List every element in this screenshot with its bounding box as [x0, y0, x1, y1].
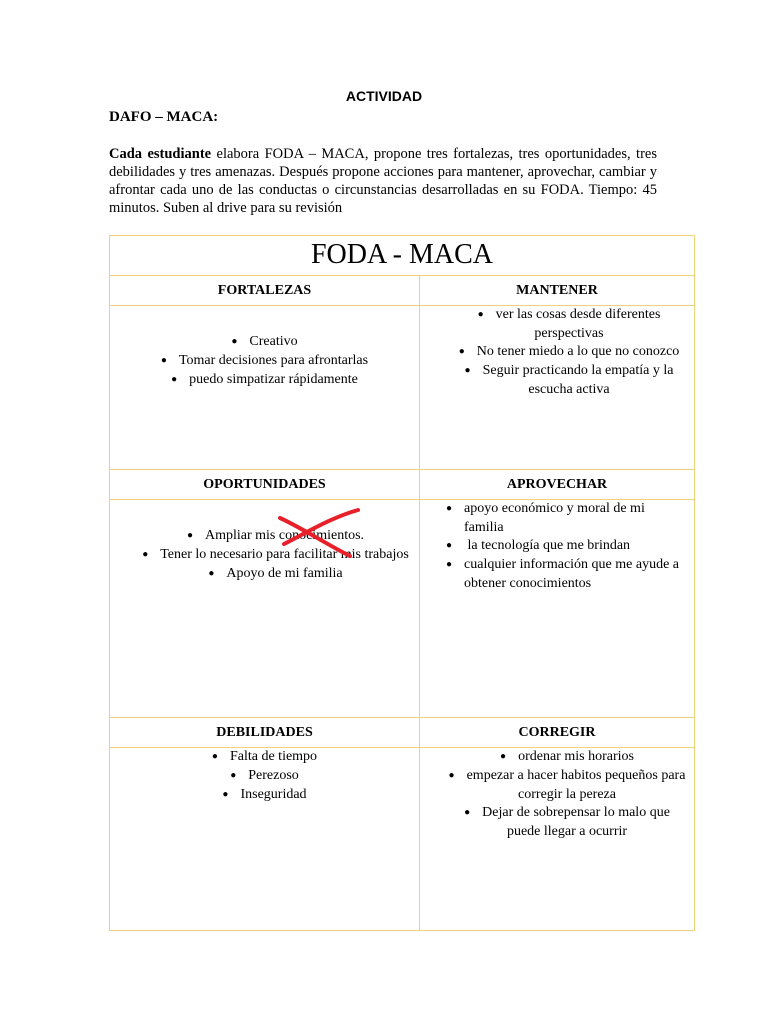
corregir-header: CORREGIR	[518, 725, 596, 740]
red-correction-mark	[274, 506, 364, 562]
list-item: ● la tecnología que me brindan	[420, 537, 680, 556]
instructions	[109, 145, 657, 217]
foda-table	[109, 235, 695, 931]
mantener-list	[420, 306, 694, 399]
list-item: ● ver las cosas desde diferentes perspectivas	[448, 306, 690, 343]
subtitle: DAFO – MACA:	[109, 109, 219, 125]
debilidades-list	[110, 748, 419, 805]
aprovechar-header: APROVECHAR	[506, 477, 608, 492]
list-item: ● cualquier información que me ayude a obtener conocimientos	[420, 556, 680, 593]
list-item: ● ordenar mis horarios	[446, 748, 688, 767]
corregir-cell	[420, 748, 694, 930]
list-item: ● Tomar decisiones para afrontarlas	[110, 352, 419, 371]
list-item: ● Dejar de sobrepensar lo malo que puede llegar a ocurrir	[446, 804, 688, 841]
list-item: ● apoyo económico y moral de mi familia	[420, 500, 680, 537]
list-item: ● empezar a hacer habitos pequeños para corregir la pereza	[446, 767, 688, 804]
list-item: ● Apoyo de mi familia	[140, 565, 411, 584]
oportunidades-list	[110, 500, 419, 584]
debilidades-header: DEBILIDADES	[110, 718, 420, 747]
debilidades-cell	[110, 748, 420, 930]
activity-title: ACTIVIDAD	[345, 88, 423, 104]
content-row-1	[110, 306, 694, 470]
instructions-text: elabora FODA – MACA, propone tres fortalezas, tres oportunidades, tres debilidades y tres amenazas. Después propone acciones para mantener, aprovechar, cambiar y afrontar cada uno de las conductas o circunstancias desarrolladas en su FODA. Tiempo: 45 minutos. Suben al drive para su revisión	[109, 146, 657, 216]
oportunidades-cell	[110, 500, 420, 717]
aprovechar-cell	[420, 500, 694, 717]
mantener-header: MANTENER	[516, 283, 598, 298]
list-item: ● Creativo	[110, 333, 419, 352]
table-title: FODA - MACA	[310, 239, 494, 270]
red-stroke	[280, 518, 350, 556]
fortalezas-header: FORTALEZAS	[110, 276, 420, 305]
list-item: ● Tener lo necesario para facilitar mis trabajos	[140, 546, 411, 565]
instructions-bold: Cada estudiante	[109, 146, 212, 162]
mantener-cell	[420, 306, 694, 469]
aprovechar-list	[420, 500, 694, 593]
list-item: ● Falta de tiempo	[110, 748, 419, 767]
list-item: ● Seguir practicando la empatía y la escucha activa	[448, 362, 690, 399]
header-row-3	[110, 718, 694, 748]
list-item: ● puedo simpatizar rápidamente	[110, 371, 419, 390]
content-row-3	[110, 748, 694, 930]
fortalezas-list	[110, 306, 419, 390]
content-row-2	[110, 500, 694, 718]
list-item: ● Inseguridad	[110, 786, 419, 805]
header-row-1	[110, 276, 694, 306]
header-row-2	[110, 470, 694, 500]
corregir-list	[420, 748, 694, 841]
fortalezas-cell	[110, 306, 420, 469]
list-item: ● Perezoso	[110, 767, 419, 786]
list-item: ● No tener miedo a lo que no conozco	[448, 343, 690, 362]
oportunidades-header: OPORTUNIDADES	[110, 470, 420, 499]
list-item: ● Ampliar mis conocimientos.	[140, 527, 411, 546]
table-title-row	[110, 236, 694, 276]
